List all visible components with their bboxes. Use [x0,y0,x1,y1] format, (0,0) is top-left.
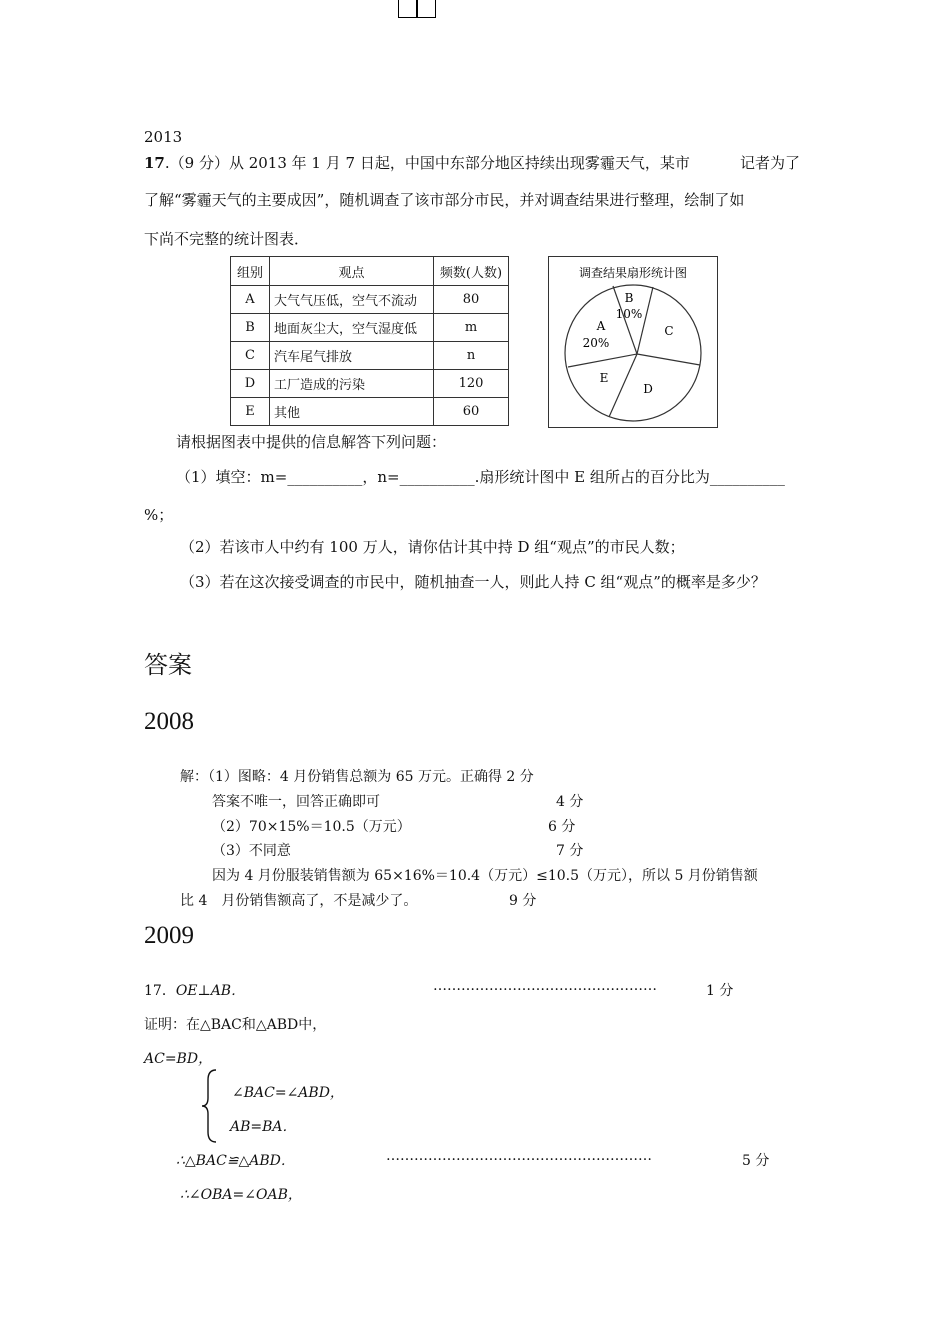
ans2009-line5: AB=BA． [230,1119,297,1135]
answers-title: 答案 [144,651,192,679]
ans2009-score: 1 分 [706,983,734,999]
q17-part1-tail: %； [144,506,174,524]
table-header: 频数(人数) [434,257,509,286]
pie-label-e: E [599,371,609,385]
pie-chart [549,257,717,427]
pie-title: 调查结果扇形统计图 [578,266,688,280]
frequency-table [230,256,509,426]
ans2009-line6: ∴△BAC≌△ABD． [176,1153,295,1169]
section-2009-title: 2009 [144,922,194,949]
ans2008-line3: （2）70×15%＝10.5（万元） [212,819,411,835]
table-row: A 大气气压低，空气不流动 80 [231,286,509,314]
q17-part2: （2）若该市人中约有 100 万人，请你估计其中持 D 组“观点”的市民人数； [180,538,685,556]
table-header-row [231,257,509,286]
ans2009-line2: 证明：在△BAC和△ABD中， [144,1017,327,1033]
ans2009-dots: ………………………………………………… [386,1148,652,1164]
table-row: D 工厂造成的污染 120 [231,370,509,398]
ans2008-line5: 因为 4 月份服装销售额为 65×16%＝10.4（万元）≤10.5（万元），所以 5 月份销售额 [212,868,758,884]
ans2009-dots: ………………………………………… [433,978,657,994]
ans2008-score: 7 分 [556,843,584,859]
ans2008-score: 4 分 [556,794,584,810]
table-row: E 其他 60 [231,398,509,426]
section-2008-title: 2008 [144,708,194,735]
q17-part1: （1）填空：m=__________，n=__________.扇形统计图中 E 组所占的百分比为__________ [176,468,785,486]
table-row: B 地面灰尘大，空气湿度低 m [231,314,509,342]
table-header: 组别 [231,257,270,286]
ans2008-line2: 答案不唯一，回答正确即可 [212,794,380,810]
pie-divider [609,354,637,417]
year-2013: 2013 [144,128,183,146]
pie-label-d: D [643,382,653,396]
q17-line2: 了解“雾霾天气的主要成因”，随机调查了该市部分市民，并对调查结果进行整理，绘制了如 [144,191,745,209]
pie-label-a: A [596,319,606,333]
q17-prompt: 请根据图表中提供的信息解答下列问题： [176,433,447,451]
q17-line1-tail: 记者为了 [740,154,801,172]
ans2009-score: 5 分 [742,1153,770,1169]
ans2009-line1: 17．OE⊥AB． [144,983,246,999]
ans2009-line7: ∴∠OBA=∠OAB， [180,1187,302,1203]
pie-divider [637,354,700,365]
ans2009-line4: ∠BAC=∠ABD， [232,1085,344,1101]
pie-pct-b: 10% [615,307,643,321]
pie-divider [568,354,637,367]
pie-pct-a: 20% [582,336,610,350]
ans2008-line6: 比 4 月份销售额高了，不是减少了。 [180,893,418,909]
pie-label-b: B [624,291,634,305]
q17-part3: （3）若在这次接受调查的市民中，随机抽查一人，则此人持 C 组“观点”的概率是多少？ [180,573,766,591]
q17-line3: 下尚不完整的统计图表． [144,230,310,248]
header-box-icon [398,0,436,18]
q17-number: 17 [144,154,165,172]
ans2008-line1: 解：（1）图略：4 月份销售总额为 65 万元。正确得 2 分 [180,769,534,785]
table-row: C 汽车尾气排放 n [231,342,509,370]
ans2008-score: 6 分 [548,819,576,835]
ans2009-line3: AC=BD， [144,1051,213,1067]
ans2008-line4: （3）不同意 [212,843,291,859]
pie-chart-box [548,256,718,428]
pie-circle [565,285,701,421]
pie-label-c: C [664,324,674,338]
brace-icon [200,1068,218,1144]
table-header: 观点 [270,257,434,286]
q17-line1: 17.（9 分）从 2013 年 1 月 7 日起，中国中东部分地区持续出现雾霾天气，某市 [144,154,690,172]
ans2008-score: 9 分 [509,893,537,909]
